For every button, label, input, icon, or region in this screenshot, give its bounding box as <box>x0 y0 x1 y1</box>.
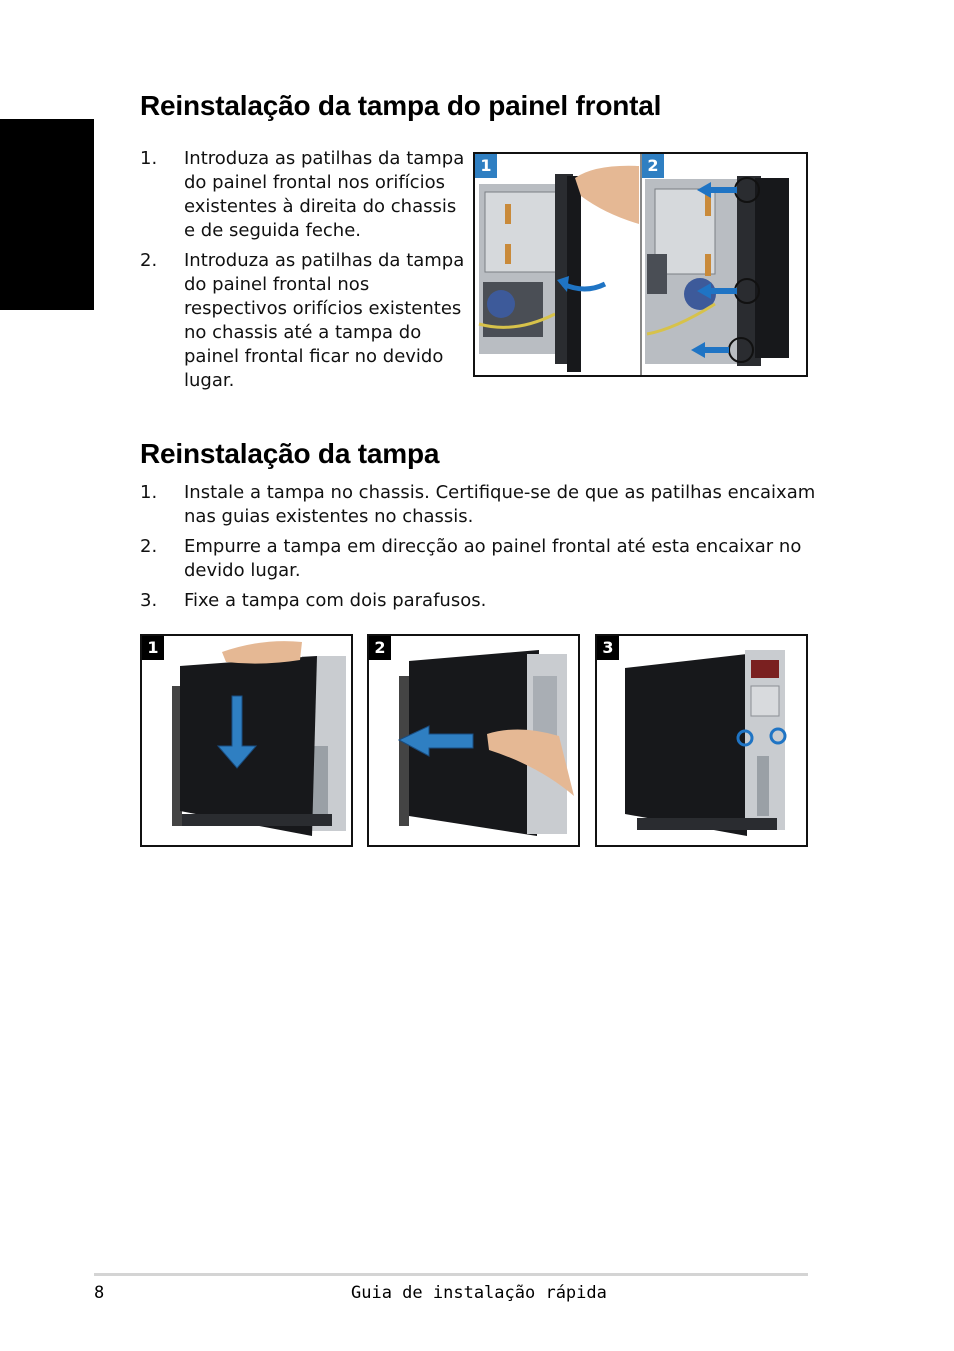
step-line: lugar. <box>184 370 235 391</box>
step-line: Introduza as patilhas da tampa <box>184 148 465 169</box>
step-item <box>140 481 820 529</box>
step-item <box>140 535 820 583</box>
step-line: nas guias existentes no chassis. <box>184 506 474 527</box>
cover-illustration-1 <box>142 636 351 845</box>
pane-1-chassis <box>479 174 581 372</box>
page-number: 8 <box>94 1283 105 1303</box>
cover-illustration-3 <box>597 636 806 845</box>
front-panel-illustration <box>475 154 806 375</box>
step-line: Empurre a tampa em direcção ao painel frontal até esta encaixar no <box>184 536 802 557</box>
step-number: 1. <box>140 482 158 503</box>
figure-label: 2 <box>369 636 391 660</box>
figure-label: 1 <box>475 154 497 178</box>
cover-figure-1 <box>140 634 353 847</box>
step-line: Introduza as patilhas da tampa <box>184 250 465 271</box>
step-item <box>140 147 470 243</box>
footer-rule <box>94 1273 808 1276</box>
language-tab <box>0 119 94 310</box>
step-number: 2. <box>140 536 158 557</box>
arrow-icon <box>563 284 605 289</box>
front-panel-steps <box>140 147 470 399</box>
step-line: Instale a tampa no chassis. Certifique-se de que as patilhas encaixam <box>184 482 816 503</box>
pane-2-chassis <box>645 176 789 366</box>
hand-illustration <box>575 166 639 224</box>
step-line: painel frontal ficar no devido <box>184 346 444 367</box>
step-number: 3. <box>140 590 158 611</box>
cover-figure-2 <box>367 634 580 847</box>
cover-illustration-2 <box>369 636 578 845</box>
step-number: 1. <box>140 148 158 169</box>
step-line: devido lugar. <box>184 560 301 581</box>
footer-guide-title: Guia de instalação rápida <box>351 1283 607 1303</box>
step-line: Fixe a tampa com dois parafusos. <box>184 590 487 611</box>
step-line: no chassis até a tampa do <box>184 322 422 343</box>
step-item <box>140 589 820 613</box>
figure-label: 2 <box>642 154 664 178</box>
step-line: do painel frontal nos <box>184 274 370 295</box>
figure-label: 1 <box>142 636 164 660</box>
section-title-front-panel: Reinstalação da tampa do painel frontal <box>140 90 662 121</box>
section-title-cover: Reinstalação da tampa <box>140 438 440 469</box>
cover-steps <box>140 481 820 619</box>
step-line: existentes à direita do chassis <box>184 196 457 217</box>
front-panel-figure <box>473 152 808 377</box>
cover-figure-3 <box>595 634 808 847</box>
figure-label: 3 <box>597 636 619 660</box>
step-line: respectivos orifícios existentes <box>184 298 462 319</box>
step-line: do painel frontal nos orifícios <box>184 172 445 193</box>
step-number: 2. <box>140 250 158 271</box>
step-item <box>140 249 470 393</box>
step-line: e de seguida feche. <box>184 220 361 241</box>
